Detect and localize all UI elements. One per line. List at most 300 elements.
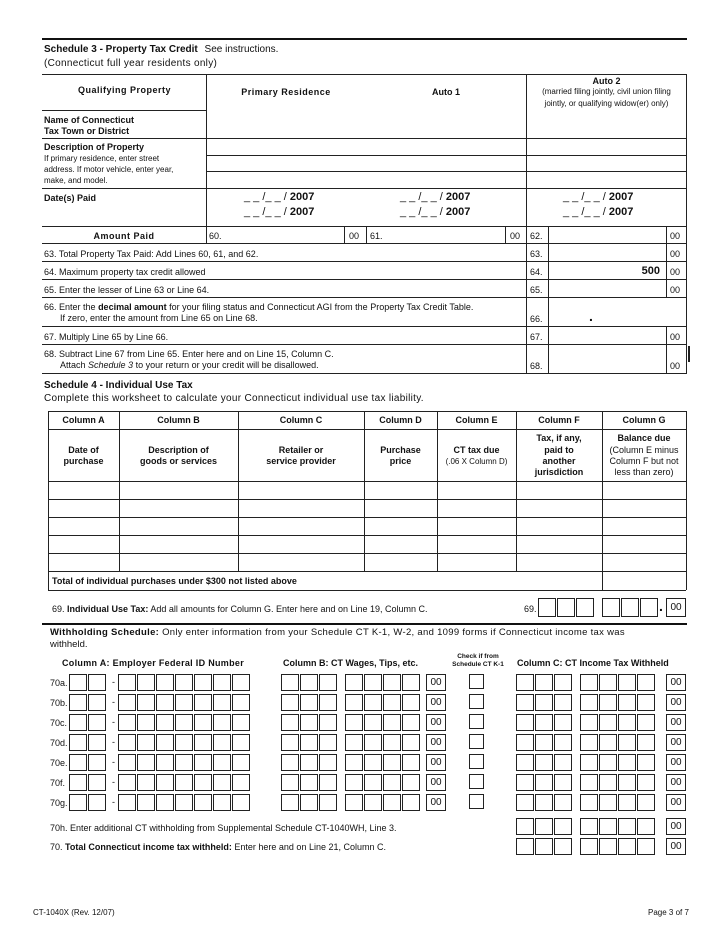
date-auto1-2[interactable]: _ _ /_ _ / 2007 (400, 206, 471, 218)
employer-id-digit-box[interactable] (156, 754, 174, 771)
k1-checkbox[interactable] (469, 734, 484, 749)
col-e-desc-2: (.06 X Column D) (445, 457, 508, 466)
line-63-num: 63. (530, 249, 543, 259)
employer-id-dash: - (112, 797, 115, 807)
tax-withheld-digit-box[interactable] (637, 794, 655, 811)
row-dates-paid: Date(s) Paid (44, 193, 97, 203)
line-70h-digit-box[interactable] (637, 818, 655, 835)
col-a-header: Column A (62, 415, 105, 425)
line-63-field[interactable] (548, 244, 666, 261)
schedule-3-title-line (44, 44, 278, 56)
wages-digit-box[interactable] (383, 694, 401, 711)
wages-digit-box[interactable] (364, 734, 382, 751)
line-69-decimal: . (659, 598, 663, 614)
wh-row-label: 70c. (50, 718, 68, 728)
line-68-text: 68. Subtract Line 67 from Line 65. Enter here and on Line 15, Column C. (44, 349, 334, 359)
line-61-cents: 00 (510, 231, 521, 241)
tax-withheld-digit-box[interactable] (535, 674, 553, 691)
col-auto-1: Auto 1 (432, 87, 460, 97)
employer-id-digit-box[interactable] (232, 774, 250, 791)
wages-digit-box[interactable] (300, 694, 318, 711)
wages-digit-box[interactable] (319, 794, 337, 811)
employer-id-digit-box[interactable] (137, 714, 155, 731)
employer-id-digit-box[interactable] (69, 674, 87, 691)
line-69-digit-box[interactable] (538, 598, 556, 617)
employer-id-dash: - (112, 757, 115, 767)
wh-row-label: 70e. (50, 758, 68, 768)
employer-id-dash: - (112, 777, 115, 787)
line-67-cents: 00 (670, 332, 681, 342)
tax-withheld-digit-box[interactable] (580, 694, 598, 711)
employer-id-digit-box[interactable] (137, 754, 155, 771)
line-69-digit-box[interactable] (576, 598, 594, 617)
tax-withheld-digit-box[interactable] (637, 694, 655, 711)
wages-digit-box[interactable] (383, 714, 401, 731)
wages-digit-box[interactable] (402, 734, 420, 751)
employer-id-digit-box[interactable] (88, 674, 106, 691)
tax-withheld-digit-box[interactable] (535, 794, 553, 811)
line-65-text: 65. Enter the lesser of Line 63 or Line 64. (44, 285, 210, 295)
line-64-text: 64. Maximum property tax credit allowed (44, 267, 206, 277)
wages-digit-box[interactable] (364, 694, 382, 711)
col-d-header: Column D (379, 415, 422, 425)
tax-withheld-digit-box[interactable] (637, 674, 655, 691)
line-64-cents: 00 (670, 267, 681, 277)
wh-col-a-header: Column A: Employer Federal ID Number (62, 658, 244, 668)
date-primary-2[interactable]: _ _ /_ _ / 2007 (244, 206, 315, 218)
employer-id-digit-box[interactable] (194, 694, 212, 711)
line-67-num: 67. (530, 332, 543, 342)
employer-id-digit-box[interactable] (88, 774, 106, 791)
line-67-field[interactable] (548, 327, 666, 344)
tax-withheld-digit-box[interactable] (637, 734, 655, 751)
employer-id-digit-box[interactable] (118, 694, 136, 711)
employer-id-digit-box[interactable] (69, 794, 87, 811)
tax-withheld-digit-box[interactable] (618, 754, 636, 771)
col-f-desc-2: paid to (544, 445, 574, 455)
tax-withheld-digit-box[interactable] (637, 754, 655, 771)
employer-id-digit-box[interactable] (118, 714, 136, 731)
tax-withheld-digit-box[interactable] (618, 774, 636, 791)
col-f-desc-4: jurisdiction (534, 467, 584, 477)
employer-id-digit-box[interactable] (175, 754, 193, 771)
tax-withheld-cents: 00 (666, 694, 686, 711)
employer-id-dash: - (112, 717, 115, 727)
date-auto2-2[interactable]: _ _ /_ _ / 2007 (563, 206, 634, 218)
tax-withheld-digit-box[interactable] (599, 734, 617, 751)
employer-id-digit-box[interactable] (194, 734, 212, 751)
wh-row-label: 70d. (50, 738, 68, 748)
col-auto-2: Auto 2 (592, 76, 621, 86)
col-g-header: Column G (622, 415, 666, 425)
col-g-desc-3: Column F but not (609, 456, 679, 466)
tax-withheld-digit-box[interactable] (618, 714, 636, 731)
tax-withheld-digit-box[interactable] (637, 714, 655, 731)
schedule-3-title: Schedule 3 - Property Tax Credit (44, 44, 198, 55)
tax-withheld-digit-box[interactable] (535, 734, 553, 751)
wh-check-header-1: Check if from (457, 653, 499, 660)
tax-withheld-digit-box[interactable] (599, 794, 617, 811)
tax-withheld-digit-box[interactable] (554, 694, 572, 711)
wages-digit-box[interactable] (383, 734, 401, 751)
wages-digit-box[interactable] (300, 754, 318, 771)
line-70-text: 70. Total Connecticut income tax withheld: Enter here and on Line 21, Column C. (50, 842, 386, 852)
employer-id-digit-box[interactable] (137, 734, 155, 751)
wages-digit-box[interactable] (364, 674, 382, 691)
tax-withheld-digit-box[interactable] (554, 774, 572, 791)
line-70h-digit-box[interactable] (599, 818, 617, 835)
line-70-digit-box[interactable] (580, 838, 598, 855)
employer-id-digit-box[interactable] (88, 734, 106, 751)
wages-digit-box[interactable] (345, 774, 363, 791)
date-auto2-1[interactable]: _ _ /_ _ / 2007 (563, 191, 634, 203)
wages-digit-box[interactable] (300, 674, 318, 691)
line-62-field[interactable] (548, 227, 666, 242)
wages-digit-box[interactable] (281, 774, 299, 791)
tax-town-auto1-field[interactable] (366, 110, 526, 138)
tax-withheld-digit-box[interactable] (580, 734, 598, 751)
wages-cents: 00 (426, 794, 446, 811)
tax-withheld-digit-box[interactable] (516, 674, 534, 691)
wages-digit-box[interactable] (345, 794, 363, 811)
employer-id-digit-box[interactable] (175, 774, 193, 791)
tax-town-primary-field[interactable] (206, 110, 366, 138)
k1-checkbox[interactable] (469, 794, 484, 809)
employer-id-digit-box[interactable] (137, 694, 155, 711)
tax-withheld-digit-box[interactable] (516, 774, 534, 791)
line-63-text: 63. Total Property Tax Paid: Add Lines 60, 61, and 62. (44, 249, 259, 259)
withholding-intro-2: withheld. (50, 639, 88, 650)
employer-id-digit-box[interactable] (194, 754, 212, 771)
wh-row-label: 70g. (50, 798, 68, 808)
employer-id-digit-box[interactable] (137, 674, 155, 691)
line-69-digit-box[interactable] (602, 598, 620, 617)
wages-digit-box[interactable] (281, 734, 299, 751)
col-d-desc-1: Purchase (380, 445, 421, 455)
wages-digit-box[interactable] (345, 694, 363, 711)
wages-digit-box[interactable] (402, 694, 420, 711)
col-qualifying-property: Qualifying Property (78, 85, 172, 95)
line-64-num: 64. (530, 267, 543, 277)
employer-id-digit-box[interactable] (175, 794, 193, 811)
employer-id-digit-box[interactable] (213, 754, 231, 771)
employer-id-digit-box[interactable] (137, 774, 155, 791)
tax-withheld-digit-box[interactable] (618, 674, 636, 691)
tax-withheld-digit-box[interactable] (599, 754, 617, 771)
line-69-digit-box[interactable] (640, 598, 658, 617)
line-66-field[interactable] (548, 298, 687, 326)
wh-row-label: 70a. (50, 678, 68, 688)
employer-id-digit-box[interactable] (213, 734, 231, 751)
line-61-field[interactable] (383, 227, 505, 242)
row-desc-3: make, and model. (44, 176, 108, 185)
amount-paid-label: Amount Paid (93, 231, 155, 241)
wages-digit-box[interactable] (345, 754, 363, 771)
see-instructions: See instructions. (204, 44, 279, 55)
tax-withheld-digit-box[interactable] (516, 734, 534, 751)
tax-withheld-digit-box[interactable] (599, 694, 617, 711)
wages-digit-box[interactable] (345, 734, 363, 751)
use-tax-entry-rows[interactable] (48, 482, 686, 571)
line-70-cents: 00 (666, 838, 686, 855)
wages-digit-box[interactable] (402, 754, 420, 771)
employer-id-digit-box[interactable] (118, 674, 136, 691)
wh-row-label: 70f. (50, 778, 66, 788)
col-d-desc-2: price (389, 456, 412, 466)
tax-town-auto2-field[interactable] (527, 110, 687, 138)
employer-id-digit-box[interactable] (213, 774, 231, 791)
line-70-digit-box[interactable] (599, 838, 617, 855)
wages-digit-box[interactable] (345, 714, 363, 731)
col-b-desc-2: goods or services (139, 456, 218, 466)
footer-page-number: Page 3 of 7 (648, 908, 689, 917)
employer-id-digit-box[interactable] (118, 754, 136, 771)
wages-digit-box[interactable] (319, 674, 337, 691)
tax-withheld-digit-box[interactable] (599, 774, 617, 791)
wages-digit-box[interactable] (402, 774, 420, 791)
tax-withheld-digit-box[interactable] (599, 674, 617, 691)
k1-checkbox[interactable] (469, 694, 484, 709)
col-g-desc-4: less than zero) (614, 467, 674, 477)
col-f-header: Column F (538, 415, 580, 425)
tax-withheld-cents: 00 (666, 734, 686, 751)
employer-id-digit-box[interactable] (232, 714, 250, 731)
employer-id-digit-box[interactable] (69, 714, 87, 731)
line-64-value: 500 (641, 265, 660, 277)
wages-digit-box[interactable] (281, 714, 299, 731)
wages-digit-box[interactable] (300, 794, 318, 811)
wages-digit-box[interactable] (383, 774, 401, 791)
wh-col-c-header: Column C: CT Income Tax Withheld (517, 658, 669, 668)
tax-withheld-digit-box[interactable] (516, 714, 534, 731)
employer-id-digit-box[interactable] (175, 734, 193, 751)
employer-id-digit-box[interactable] (213, 714, 231, 731)
employer-id-digit-box[interactable] (213, 694, 231, 711)
col-auto-2-note-2: jointly, or qualifying widow(er) only) (544, 99, 669, 108)
col-e-header: Column E (455, 415, 498, 425)
date-primary-1[interactable]: _ _ /_ _ / 2007 (244, 191, 315, 203)
schedule-4-title: Schedule 4 - Individual Use Tax (44, 380, 193, 391)
tax-withheld-digit-box[interactable] (580, 714, 598, 731)
line-70-digit-box[interactable] (516, 838, 534, 855)
employer-id-digit-box[interactable] (156, 774, 174, 791)
wages-digit-box[interactable] (319, 714, 337, 731)
line-60-field[interactable] (222, 227, 344, 242)
line-66-text: 66. Enter the decimal amount for your filing status and Connecticut AGI from the Property Tax Credit Table. (44, 302, 474, 312)
line-60-cents: 00 (349, 231, 360, 241)
employer-id-digit-box[interactable] (194, 674, 212, 691)
schedule-4-subtitle: Complete this worksheet to calculate your Connecticut individual use tax liability. (44, 393, 424, 404)
tax-withheld-digit-box[interactable] (618, 734, 636, 751)
withholding-title: Withholding Schedule: (50, 627, 160, 638)
employer-id-digit-box[interactable] (232, 694, 250, 711)
line-67-text: 67. Multiply Line 65 by Line 66. (44, 332, 169, 342)
line-68-num: 68. (530, 361, 543, 371)
employer-id-digit-box[interactable] (175, 674, 193, 691)
tax-withheld-digit-box[interactable] (535, 694, 553, 711)
tax-withheld-digit-box[interactable] (554, 674, 572, 691)
employer-id-digit-box[interactable] (156, 734, 174, 751)
tax-withheld-digit-box[interactable] (554, 754, 572, 771)
employer-id-digit-box[interactable] (156, 674, 174, 691)
tax-withheld-digit-box[interactable] (535, 774, 553, 791)
tax-withheld-digit-box[interactable] (516, 794, 534, 811)
tax-withheld-digit-box[interactable] (516, 754, 534, 771)
line-66-num: 66. (530, 314, 543, 324)
col-b-desc-1: Description of (148, 445, 209, 455)
tax-withheld-digit-box[interactable] (535, 714, 553, 731)
employer-id-digit-box[interactable] (194, 774, 212, 791)
tax-withheld-digit-box[interactable] (618, 794, 636, 811)
tax-withheld-digit-box[interactable] (535, 754, 553, 771)
employer-id-dash: - (112, 697, 115, 707)
employer-id-digit-box[interactable] (175, 714, 193, 731)
line-66-decimal: . (589, 308, 593, 324)
employer-id-digit-box[interactable] (88, 794, 106, 811)
col-a-desc-1: Date of (68, 445, 99, 455)
wages-digit-box[interactable] (383, 674, 401, 691)
desc-primary-field[interactable] (206, 138, 366, 188)
employer-id-digit-box[interactable] (232, 734, 250, 751)
col-c-desc-2: service provider (266, 456, 336, 466)
line-68-field[interactable] (548, 345, 666, 373)
wages-digit-box[interactable] (319, 774, 337, 791)
wages-digit-box[interactable] (281, 754, 299, 771)
employer-id-digit-box[interactable] (118, 774, 136, 791)
employer-id-digit-box[interactable] (232, 754, 250, 771)
employer-id-digit-box[interactable] (69, 774, 87, 791)
employer-id-digit-box[interactable] (137, 794, 155, 811)
wages-digit-box[interactable] (300, 774, 318, 791)
tax-withheld-digit-box[interactable] (580, 754, 598, 771)
withholding-intro: Withholding Schedule: Only enter information from your Schedule CT K-1, W-2, and 1099 forms if Connecticut income tax was (50, 627, 625, 638)
line-68-cents: 00 (670, 361, 681, 371)
col-e-desc-1: CT tax due (453, 445, 500, 455)
line-65-field[interactable] (548, 280, 666, 297)
desc-auto1-field[interactable] (366, 138, 526, 188)
total-purchases-field[interactable] (602, 572, 686, 590)
k1-checkbox[interactable] (469, 754, 484, 769)
line-69-cents: 00 (666, 598, 686, 617)
wages-digit-box[interactable] (402, 674, 420, 691)
wages-digit-box[interactable] (383, 754, 401, 771)
wages-digit-box[interactable] (319, 754, 337, 771)
wages-digit-box[interactable] (364, 714, 382, 731)
wages-digit-box[interactable] (281, 694, 299, 711)
line-65-num: 65. (530, 285, 543, 295)
wages-digit-box[interactable] (364, 794, 382, 811)
top-rule (42, 38, 687, 40)
wages-digit-box[interactable] (281, 794, 299, 811)
k1-checkbox[interactable] (469, 674, 484, 689)
tax-withheld-digit-box[interactable] (554, 714, 572, 731)
schedule-3-subtitle: (Connecticut full year residents only) (44, 58, 218, 69)
employer-id-digit-box[interactable] (88, 714, 106, 731)
employer-id-digit-box[interactable] (156, 694, 174, 711)
line-70-digit-box[interactable] (618, 838, 636, 855)
col-c-desc-1: Retailer or (278, 445, 324, 455)
tax-withheld-digit-box[interactable] (599, 714, 617, 731)
tax-withheld-cents: 00 (666, 674, 686, 691)
wages-digit-box[interactable] (402, 794, 420, 811)
employer-id-digit-box[interactable] (69, 694, 87, 711)
employer-id-digit-box[interactable] (156, 794, 174, 811)
employer-id-digit-box[interactable] (69, 734, 87, 751)
line-70h-digit-box[interactable] (554, 818, 572, 835)
line-63-cents: 00 (670, 249, 681, 259)
k1-checkbox[interactable] (469, 714, 484, 729)
wages-digit-box[interactable] (402, 714, 420, 731)
tax-withheld-digit-box[interactable] (580, 794, 598, 811)
line-70h-digit-box[interactable] (535, 818, 553, 835)
employer-id-digit-box[interactable] (118, 734, 136, 751)
line-70-digit-box[interactable] (554, 838, 572, 855)
wages-digit-box[interactable] (300, 734, 318, 751)
wages-digit-box[interactable] (345, 674, 363, 691)
tax-withheld-digit-box[interactable] (618, 694, 636, 711)
col-a-desc-2: purchase (63, 456, 104, 466)
k1-checkbox[interactable] (469, 774, 484, 789)
line-70h-digit-box[interactable] (618, 818, 636, 835)
line-70-digit-box[interactable] (637, 838, 655, 855)
wages-digit-box[interactable] (319, 694, 337, 711)
wages-digit-box[interactable] (364, 774, 382, 791)
wages-digit-box[interactable] (383, 794, 401, 811)
employer-id-digit-box[interactable] (69, 754, 87, 771)
line-70h-digit-box[interactable] (580, 818, 598, 835)
tax-withheld-digit-box[interactable] (580, 674, 598, 691)
tax-withheld-digit-box[interactable] (516, 694, 534, 711)
employer-id-digit-box[interactable] (194, 794, 212, 811)
line-69-digit-box[interactable] (621, 598, 639, 617)
line-70h-digit-box[interactable] (516, 818, 534, 835)
row-desc-1: If primary residence, enter street (44, 154, 160, 163)
col-primary-residence: Primary Residence (241, 87, 331, 97)
employer-id-digit-box[interactable] (88, 754, 106, 771)
line-68-note: Attach Schedule 3 to your return or your credit will be disallowed. (60, 360, 319, 370)
line-65-cents: 00 (670, 285, 681, 295)
col-c-header: Column C (279, 415, 323, 425)
employer-id-digit-box[interactable] (213, 674, 231, 691)
wh-col-b-header: Column B: CT Wages, Tips, etc. (283, 658, 419, 668)
line-60-num: 60. (209, 231, 222, 241)
employer-id-digit-box[interactable] (175, 694, 193, 711)
row-desc-2: address. If motor vehicle, enter year, (44, 165, 174, 174)
date-auto1-1[interactable]: _ _ /_ _ / 2007 (400, 191, 471, 203)
employer-id-digit-box[interactable] (156, 714, 174, 731)
wages-digit-box[interactable] (281, 674, 299, 691)
employer-id-digit-box[interactable] (88, 694, 106, 711)
wages-digit-box[interactable] (300, 714, 318, 731)
tax-withheld-digit-box[interactable] (554, 794, 572, 811)
employer-id-digit-box[interactable] (232, 674, 250, 691)
employer-id-digit-box[interactable] (194, 714, 212, 731)
employer-id-digit-box[interactable] (118, 794, 136, 811)
line-69-digit-box[interactable] (557, 598, 575, 617)
tax-withheld-digit-box[interactable] (554, 734, 572, 751)
tax-withheld-digit-box[interactable] (637, 774, 655, 791)
row-name-label-2: Tax Town or District (44, 126, 130, 136)
wages-digit-box[interactable] (364, 754, 382, 771)
employer-id-digit-box[interactable] (213, 794, 231, 811)
tax-withheld-cents: 00 (666, 794, 686, 811)
employer-id-digit-box[interactable] (232, 794, 250, 811)
desc-auto2-field[interactable] (527, 138, 687, 188)
line-70h-text: 70h. Enter additional CT withholding from Supplemental Schedule CT-1040WH, Line 3. (50, 823, 397, 833)
line-70-digit-box[interactable] (535, 838, 553, 855)
tax-withheld-digit-box[interactable] (580, 774, 598, 791)
wages-digit-box[interactable] (319, 734, 337, 751)
